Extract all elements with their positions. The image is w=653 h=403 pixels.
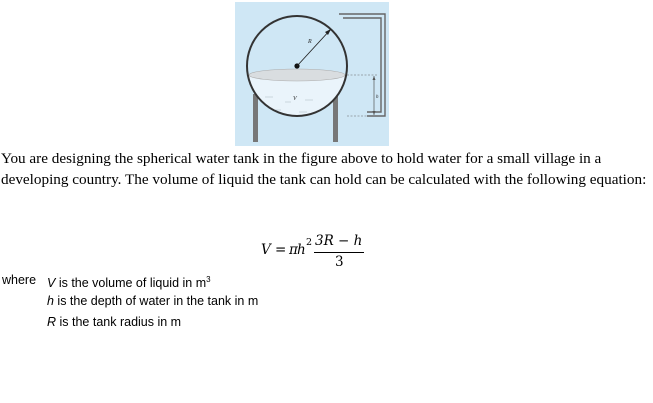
equation-denominator: 3 [335, 254, 344, 270]
definition-radius-text: is the tank radius in m [56, 315, 182, 329]
definition-depth [47, 291, 258, 311]
definition-volume-text: is the volume of liquid in m [55, 276, 207, 291]
depth-label: h [376, 95, 379, 100]
volume-label: V [293, 96, 297, 102]
equation-numerator: 3R − h [315, 233, 363, 249]
equation-lhs: V [261, 242, 271, 258]
water-surface [249, 69, 345, 81]
radius-label: R [308, 39, 312, 45]
definition-volume [47, 270, 211, 293]
definition-volume-superscript: 3 [206, 275, 211, 284]
definition-radius [47, 312, 181, 332]
equation-equals: = [275, 242, 287, 258]
definition-depth-text: is the depth of water in the tank in m [53, 294, 259, 308]
spherical-tank-figure [235, 2, 389, 146]
equation-fraction-bar [314, 252, 364, 253]
definition-depth-symbol: h [47, 294, 54, 308]
equation-exponent: 2 [306, 237, 313, 248]
equation-h: h [297, 242, 306, 258]
tank-leg-left [253, 94, 258, 142]
definition-volume-symbol: V [47, 276, 56, 291]
equation-pi: π [289, 242, 298, 258]
problem-statement: You are designing the spherical water tank in the figure above to hold water for a small village in a developing country. The volume of liquid the tank can hold can be calculated with the following equation: [1, 150, 647, 188]
where-label: where [2, 273, 37, 287]
definition-radius-symbol: R [47, 315, 57, 329]
